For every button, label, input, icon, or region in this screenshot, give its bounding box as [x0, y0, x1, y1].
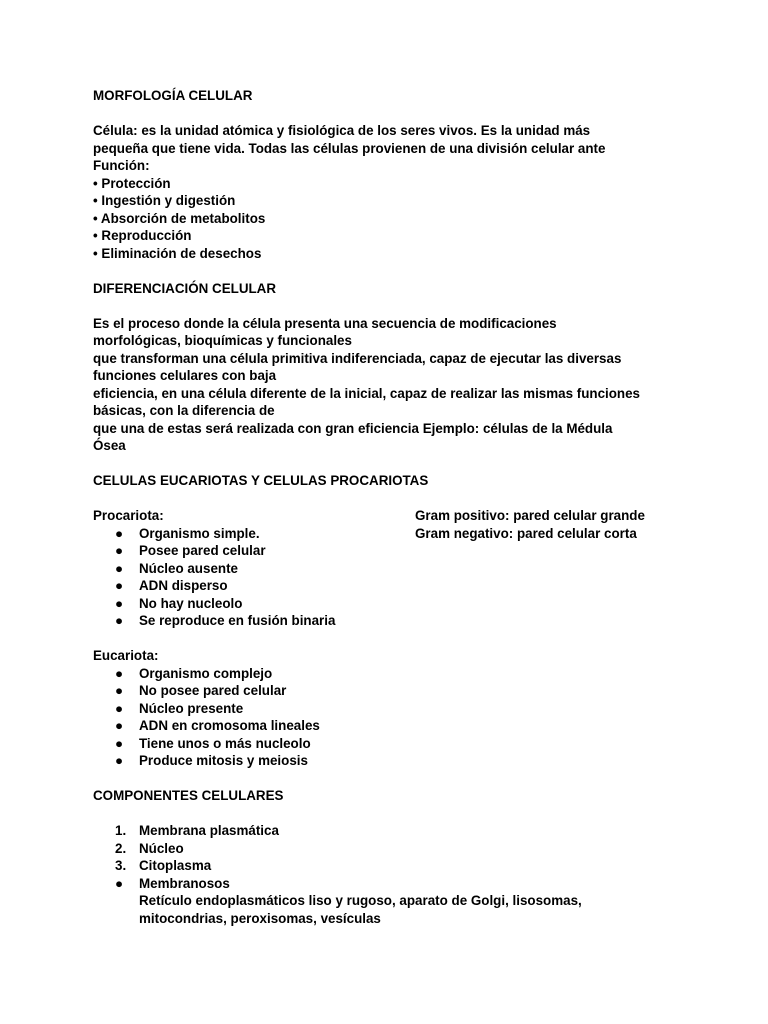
list-item — [93, 682, 693, 700]
list-item — [93, 525, 693, 543]
list-item-text: Produce mitosis y meiosis — [139, 753, 308, 768]
procariota-label: Procariota: — [93, 508, 164, 523]
section-heading-morfologia: MORFOLOGÍA CELULAR — [93, 88, 253, 103]
paragraph-line: que transforman una célula primitiva indiferenciada, capaz de ejecutar las diversas — [93, 350, 622, 366]
list-item: • Ingestión y digestión — [93, 193, 236, 208]
list-item-text: Núcleo ausente — [139, 560, 238, 576]
list-marker: 2. — [115, 840, 127, 856]
bullet-marker: ● — [115, 718, 124, 733]
bullet-marker: ● — [115, 665, 124, 681]
gram-negativo-note: Gram negativo: pared celular corta — [415, 525, 637, 541]
list-item-text: ADN en cromosoma lineales — [139, 718, 320, 733]
membranosos-detail-line: Retículo endoplasmáticos liso y rugoso, aparato de Golgi, lisosomas, — [139, 893, 582, 908]
list-item-text: Membrana plasmática — [139, 823, 279, 838]
list-marker: 3. — [115, 858, 127, 873]
list-item-text: No posee pared celular — [139, 683, 287, 698]
bullet-marker: ● — [115, 753, 124, 768]
list-item-text: Núcleo presente — [139, 700, 244, 716]
funcion-label: Función: — [93, 158, 150, 173]
list-item: • Eliminación de desechos — [93, 245, 262, 261]
section-heading-eucariotas-procariotas: CELULAS EUCARIOTAS Y CELULAS PROCARIOTAS — [93, 473, 429, 488]
bullet-marker: ● — [115, 578, 124, 593]
list-item — [93, 665, 693, 683]
bullet-marker: ● — [115, 735, 124, 751]
section-heading-diferenciacion: DIFERENCIACIÓN CELULAR — [93, 280, 277, 296]
list-item-text: Núcleo — [139, 840, 184, 856]
list-item: • Absorción de metabolitos — [93, 210, 266, 226]
list-item — [93, 752, 693, 770]
list-item-text: Se reproduce en fusión binaria — [139, 613, 336, 628]
list-item-text: Posee pared celular — [139, 543, 266, 558]
list-item — [93, 577, 693, 595]
list-item — [93, 735, 693, 753]
list-marker: ● — [115, 875, 124, 891]
list-item — [93, 542, 693, 560]
bullet-marker: ● — [115, 700, 124, 716]
paragraph-line: Es el proceso donde la célula presenta una secuencia de modificaciones — [93, 315, 557, 331]
list-item — [93, 822, 693, 840]
paragraph-line: morfológicas, bioquímicas y funcionales — [93, 333, 352, 348]
list-marker: 1. — [115, 823, 127, 838]
document-page — [93, 87, 693, 927]
list-item-text: Citoplasma — [139, 858, 212, 873]
list-item-text: Tiene unos o más nucleolo — [139, 735, 311, 751]
bullet-marker: ● — [115, 543, 124, 558]
paragraph-line: que una de estas será realizada con gran eficiencia Ejemplo: células de la Médula — [93, 420, 613, 436]
procariota-header-row — [93, 507, 693, 525]
paragraph-line: pequeña que tiene vida. Todas las células provienen de una división celular ante — [93, 140, 606, 156]
list-item — [93, 875, 693, 893]
paragraph-line: Célula: es la unidad atómica y fisiológica de los seres vivos. Es la unidad más — [93, 123, 591, 138]
paragraph-line: básicas, con la diferencia de — [93, 403, 275, 418]
list-item — [93, 595, 693, 613]
list-item — [93, 717, 693, 735]
list-item — [93, 700, 693, 718]
list-item: • Reproducción — [93, 228, 192, 243]
paragraph-line: eficiencia, en una célula diferente de la inicial, capaz de realizar las mismas funciones — [93, 385, 641, 401]
bullet-marker: ● — [115, 525, 124, 541]
list-item-text: Organismo complejo — [139, 665, 273, 681]
paragraph-line: Ósea — [93, 438, 126, 453]
list-item — [93, 857, 693, 875]
list-item-text: No hay nucleolo — [139, 595, 243, 611]
list-item-text: ADN disperso — [139, 578, 228, 593]
list-item — [93, 840, 693, 858]
paragraph-line: funciones celulares con baja — [93, 368, 277, 383]
bullet-marker: ● — [115, 595, 124, 611]
membranosos-detail-line: mitocondrias, peroxisomas, vesículas — [139, 910, 381, 926]
gram-positivo-note: Gram positivo: pared celular grande — [415, 508, 645, 523]
bullet-marker: ● — [115, 560, 124, 576]
eucariota-label: Eucariota: — [93, 648, 159, 663]
list-item — [93, 612, 693, 630]
list-item: • Protección — [93, 175, 171, 191]
list-item — [93, 560, 693, 578]
bullet-marker: ● — [115, 683, 124, 698]
list-item-text: Organismo simple. — [139, 525, 260, 541]
section-heading-componentes: COMPONENTES CELULARES — [93, 788, 284, 803]
list-item-text: Membranosos — [139, 875, 230, 891]
bullet-marker: ● — [115, 613, 124, 628]
